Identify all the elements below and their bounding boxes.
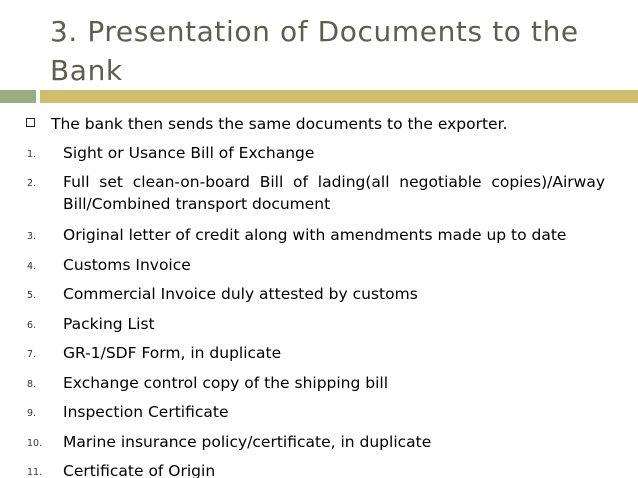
- list-item-text: Certificate of Origin: [63, 462, 216, 478]
- list-item-text: Marine insurance policy/certificate, in duplicate: [63, 433, 432, 451]
- list-item-number: 4.: [27, 261, 37, 272]
- accent-bar-right: [40, 90, 638, 103]
- list-item-number: 5.: [27, 290, 37, 301]
- list-item-text: Exchange control copy of the shipping bill: [63, 374, 389, 392]
- list-item-number: 6.: [27, 320, 37, 331]
- list-item-number: 8.: [27, 379, 37, 390]
- list-item-text: Original letter of credit along with amendments made up to date: [63, 226, 567, 244]
- list-item-number: 3.: [27, 231, 37, 242]
- list-item-number: 9.: [27, 408, 37, 419]
- list-item-text: Packing List: [63, 315, 155, 333]
- list-item-number: 10.: [27, 438, 43, 449]
- intro-text: The bank then sends the same documents to the exporter.: [51, 115, 508, 133]
- list-item-number: 1.: [27, 149, 37, 160]
- list-item-text: GR-1/SDF Form, in duplicate: [63, 344, 282, 362]
- list-item-text: Sight or Usance Bill of Exchange: [63, 144, 315, 162]
- list-item-text: Commercial Invoice duly attested by customs: [63, 285, 418, 303]
- list-item-number: 11.: [27, 467, 43, 478]
- list-item-text: Full set clean-on-board Bill of lading(all negotiable copies)/Airway Bill/Combined transport document: [63, 173, 605, 213]
- accent-bar-left: [0, 90, 36, 103]
- list-item-number: 2.: [27, 178, 37, 189]
- list-item-text: Customs Invoice: [63, 256, 191, 274]
- list-item-number: 7.: [27, 349, 37, 360]
- slide-title: 3. Presentation of Documents to the Bank: [50, 15, 579, 87]
- checkbox-bullet-icon: [26, 118, 35, 127]
- list-item-text: Inspection Certificate: [63, 403, 229, 421]
